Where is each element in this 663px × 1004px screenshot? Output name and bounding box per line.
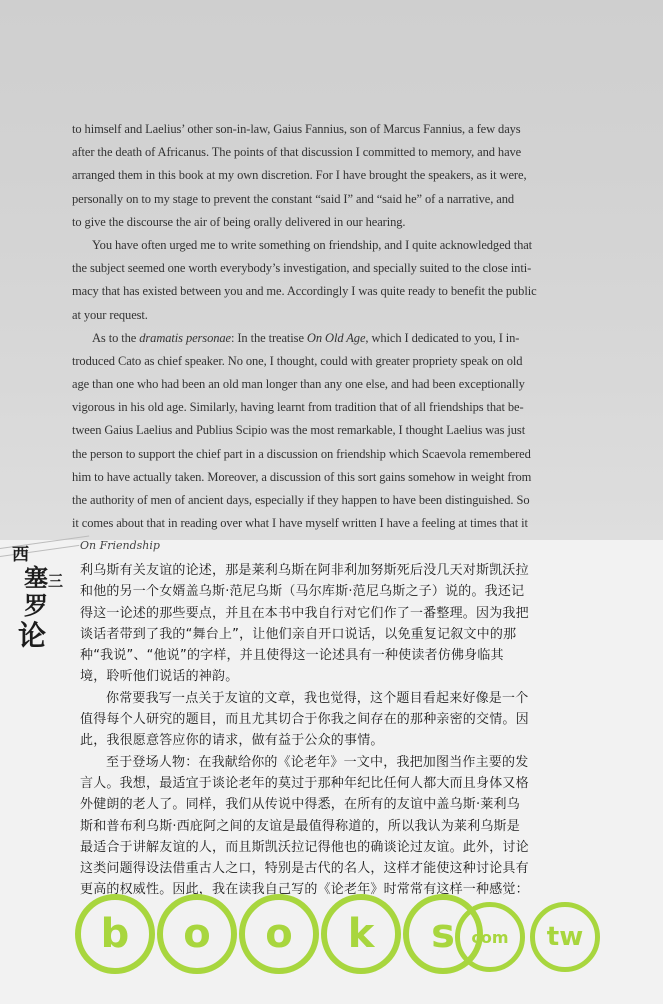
watermark-tw: tw [546, 922, 584, 952]
watermark-circle-tw [530, 902, 600, 972]
english-line: it comes about that in reading over what I have myself written I have a feeling at times that it [72, 516, 528, 531]
running-head: On Friendship [80, 539, 160, 552]
chinese-line: 最适合于讲解友谊的人，而且斯凯沃拉记得他也的确谈论过友谊。此外，讨论 [80, 839, 529, 855]
watermark-letter: o [265, 911, 293, 957]
watermark-circle [157, 894, 237, 974]
english-line: to himself and Laelius’ other son-in-law, Gaius Fannius, son of Marcus Fannius, a few days [72, 122, 521, 136]
english-line: the authority of men of ancient days, especially if they happen to have been distinguished. So [72, 493, 530, 507]
chinese-line: 言人。我想，最适宜于谈论老年的莫过于那种年纪比任何人都大而且身体又格 [80, 775, 529, 791]
chinese-line: 利乌斯有关友谊的论述，那是莱利乌斯在阿非利加努斯死后没几天对斯凯沃拉 [80, 563, 529, 578]
chinese-line: 种“我说”、“他说”的字样，并且使得这一论述具有一种使读者仿佛身临其 [80, 648, 504, 664]
chinese-line: 你常要我写一点关于友谊的文章，我也觉得，这个题目看起来好像是一个 [106, 690, 529, 706]
english-line: to give the discourse the air of being orally delivered in our hearing. [72, 214, 406, 229]
english-line: macy that has existed between you and me. Accordingly I was quite ready to benefit the public [72, 284, 537, 299]
chinese-line: 至于登场人物：在我献给你的《论老年》一文中，我把加图当作主要的发 [106, 754, 529, 770]
vertical-book-title [10, 540, 70, 650]
english-line: personally on to my stage to prevent the constant “said I” and “said he” of a narrative, and [72, 191, 515, 206]
title-char: 论 [18, 619, 47, 652]
chinese-line: 谈话者带到了我的“舞台上”，让他们亲自开口说话，以免重复记叙文中的那 [80, 626, 517, 642]
chinese-line: 境，聆听他们说话的神韵。 [80, 669, 239, 685]
chinese-line: 这类问题得设法借重古人之口，特别是古代的名人，这样才能使这种讨论具有 [80, 861, 529, 877]
english-line: him to have actually taken. Moreover, a discussion of this sort gains somehow in weight from [72, 469, 532, 484]
chinese-line: 得这一论述的那些要点，并且在本书中我自行对它们作了一番整理。因为我把 [80, 605, 529, 621]
english-paragraphs [72, 118, 632, 535]
english-line: at your request. [72, 307, 148, 322]
english-line: As to the dramatis personae: In the treatise On Old Age, which I dedicated to you, I in- [92, 330, 520, 345]
english-line: age than one who had been an old man longer than any one else, and had been exceptionally [72, 377, 525, 392]
chinese-paragraphs [80, 560, 615, 901]
english-line: after the death of Africanus. The points of that discussion I committed to memory, and have [72, 145, 522, 160]
watermark-letter: k [347, 911, 375, 957]
title-char: 西 [12, 545, 29, 565]
watermark-circle-com [455, 902, 525, 972]
title-char: 罗 [24, 591, 48, 620]
watermark-com: com [471, 927, 509, 947]
chinese-line: 斯和普布利乌斯·西庇阿之间的友谊是最值得称道的，所以我认为莱利乌斯是 [80, 818, 520, 834]
chinese-line: 外健朗的老人了。同样，我们从传说中得悉，在所有的友谊中盖乌斯·莱利乌 [80, 797, 520, 813]
watermark-letter: b [100, 911, 130, 957]
english-line: the person to support the chief part in a discussion on friendship which Scaevola remembered [72, 446, 531, 461]
english-line: the subject seemed one worth everybody’s investigation, and specially suited to the close inti- [72, 261, 532, 276]
english-line: arranged them in this book at my own discretion. For I have brought the speakers, as it were, [72, 168, 527, 183]
watermark-circle [75, 894, 155, 974]
chinese-line: 更高的权威性。因此，我在读我自己写的《论老年》时常常有这样一种感觉： [80, 882, 529, 898]
title-char: 三 [48, 572, 64, 590]
chinese-line: 和他的另一个女婿盖乌斯·范尼乌斯（马尔库斯·范尼乌斯之子）说的。我还记 [80, 584, 525, 600]
english-line: You have often urged me to write something on friendship, and I quite acknowledged that [92, 237, 533, 252]
books-com-tw-watermark [75, 880, 615, 990]
english-line: tween Gaius Laelius and Publius Scipio was the most remarkable, I thought Laelius was just [72, 423, 526, 438]
english-line: troduced Cato as chief speaker. No one, I thought, could with greater propriety speak on old [72, 353, 523, 368]
watermark-letter: o [183, 911, 211, 957]
english-line: vigorous in his old age. Similarly, having learnt from tradition that of all friendships that be- [72, 400, 524, 415]
watermark-letter: s [431, 911, 455, 957]
title-char: 塞 [24, 563, 48, 592]
watermark-circle [239, 894, 319, 974]
chinese-line: 此，我很愿意答应你的请求，做有益于公众的事情。 [80, 733, 384, 749]
watermark-circle [321, 894, 401, 974]
chinese-line: 值得每个人研究的题目，而且尤其切合于你我之间存在的那种亲密的交情。因 [80, 712, 529, 728]
